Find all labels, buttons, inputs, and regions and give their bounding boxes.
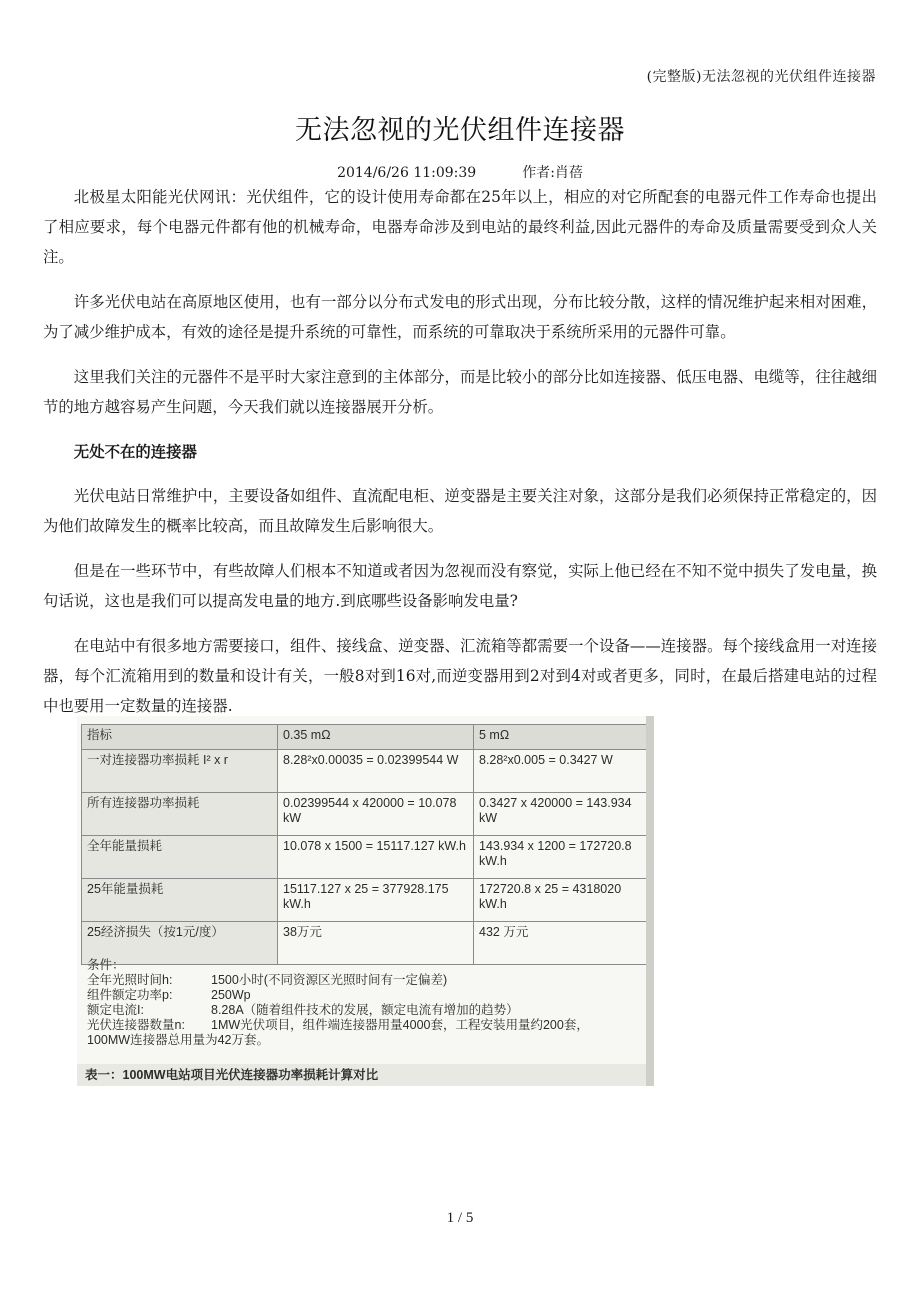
condition-value: 250Wp bbox=[211, 988, 251, 1002]
condition-row bbox=[87, 988, 653, 1003]
condition-label: 组件额定功率p: bbox=[87, 988, 173, 1002]
table-cell: 143.934 x 1200 = 172720.8 kW.h bbox=[474, 836, 649, 879]
conditions-title: 条件： bbox=[87, 958, 125, 972]
table-cell: 8.28²x0.005 = 0.3427 W bbox=[474, 750, 649, 793]
table-cell: 15117.127 x 25 = 377928.175 kW.h bbox=[278, 879, 474, 922]
article-title: 无法忽视的光伏组件连接器 bbox=[295, 115, 625, 146]
author: 作者:肖蓓 bbox=[522, 165, 583, 181]
table-cell: 10.078 x 1500 = 15117.127 kW.h bbox=[278, 836, 474, 879]
paragraph: 许多光伏电站在高原地区使用，也有一部分以分布式发电的形式出现，分布比较分散，这样的情况维护起来相对困难，为了减少维护成本，有效的途径是提升系统的可靠性，而系统的可靠取决于系统所采用的元器件可靠。 bbox=[43, 293, 877, 341]
paragraph: 这里我们关注的元器件不是平时大家注意到的主体部分，而是比较小的部分比如连接器、低压电器、电缆等，往往越细节的地方越容易产生问题，今天我们就以连接器展开分析。 bbox=[43, 368, 877, 416]
table-cell: 一对连接器功率损耗 I² x r bbox=[82, 750, 278, 793]
paragraph: 但是在一些环节中，有些故障人们根本不知道或者因为忽视而没有察觉，实际上他已经在不知不觉中损失了发电量，换句话说，这也是我们可以提高发电量的地方.到底哪些设备影响发电量? bbox=[43, 562, 877, 610]
conditions-tail: 100MW连接器总用量为42万套。 bbox=[87, 1033, 269, 1047]
condition-row bbox=[87, 973, 653, 988]
table-cell: 0.02399544 x 420000 = 10.078 kW bbox=[278, 793, 474, 836]
condition-label: 光伏连接器数量n: bbox=[87, 1018, 185, 1032]
table-cell: 25年能量损耗 bbox=[82, 879, 278, 922]
table-header-cell: 0.35 mΩ bbox=[278, 725, 474, 750]
paragraph: 北极星太阳能光伏网讯：光伏组件，它的设计使用寿命都在25年以上，相应的对它所配套的电器元件工作寿命也提出了相应要求，每个电器元件都有他的机械寿命，电器寿命涉及到电站的最终利益,因此元器件的寿命及质量需要受到众人关注。 bbox=[43, 188, 877, 266]
table-cell: 25经济损失（按1元/度） bbox=[82, 922, 278, 965]
page-number: 1 / 5 bbox=[446, 1210, 474, 1226]
paragraph: 在电站中有很多地方需要接口，组件、接线盒、逆变器、汇流箱等都需要一个设备——连接器。每个接线盒用一对连接器，每个汇流箱用到的数量和设计有关，一般8对到16对,而逆变器用到2对到4对或者更多，同时，在最后搭建电站的过程中也要用一定数量的连接器. bbox=[43, 637, 877, 715]
paragraph: 光伏电站日常维护中，主要设备如组件、直流配电柜、逆变器是主要关注对象，这部分是我们必须保持正常稳定的，因为他们故障发生的概率比较高，而且故障发生后影响很大。 bbox=[43, 487, 877, 535]
table-header-cell: 5 mΩ bbox=[474, 725, 649, 750]
condition-value: 8.28A（随着组件技术的发展，额定电流有增加的趋势） bbox=[211, 1003, 519, 1017]
table-row bbox=[82, 750, 649, 793]
condition-value: 1MW光伏项目，组件端连接器用量4000套，工程安装用量约200套， bbox=[211, 1018, 589, 1032]
table-cell: 432 万元 bbox=[474, 922, 649, 965]
table-cell: 全年能量损耗 bbox=[82, 836, 278, 879]
condition-row bbox=[87, 1018, 653, 1033]
publish-date: 2014/6/26 11:09:39 bbox=[337, 165, 477, 181]
table-caption: 表一：100MW电站项目光伏连接器功率损耗计算对比 bbox=[77, 1064, 654, 1086]
table-row bbox=[82, 879, 649, 922]
table-row bbox=[82, 793, 649, 836]
condition-label: 额定电流I: bbox=[87, 1003, 144, 1017]
article-meta bbox=[0, 162, 920, 182]
running-header: (完整版)无法忽视的光伏组件连接器 bbox=[646, 69, 876, 85]
scan-edge-shade bbox=[646, 716, 654, 1086]
table-cell: 0.3427 x 420000 = 143.934 kW bbox=[474, 793, 649, 836]
section-heading: 无处不在的连接器 bbox=[73, 443, 197, 461]
table-cell: 38万元 bbox=[278, 922, 474, 965]
table-cell: 8.28²x0.00035 = 0.02399544 W bbox=[278, 750, 474, 793]
loss-comparison-table bbox=[81, 724, 649, 965]
table-cell: 172720.8 x 25 = 4318020 kW.h bbox=[474, 879, 649, 922]
condition-value: 1500小时(不同资源区光照时间有一定偏差) bbox=[211, 973, 448, 987]
condition-label: 全年光照时间h: bbox=[87, 973, 173, 987]
table-header-row bbox=[82, 725, 649, 750]
table-cell: 所有连接器功率损耗 bbox=[82, 793, 278, 836]
conditions-block bbox=[87, 958, 653, 1048]
loss-comparison-figure bbox=[77, 716, 654, 1086]
article-body bbox=[43, 182, 877, 736]
table-row bbox=[82, 836, 649, 879]
condition-row bbox=[87, 1003, 653, 1018]
table-header-cell: 指标 bbox=[82, 725, 278, 750]
